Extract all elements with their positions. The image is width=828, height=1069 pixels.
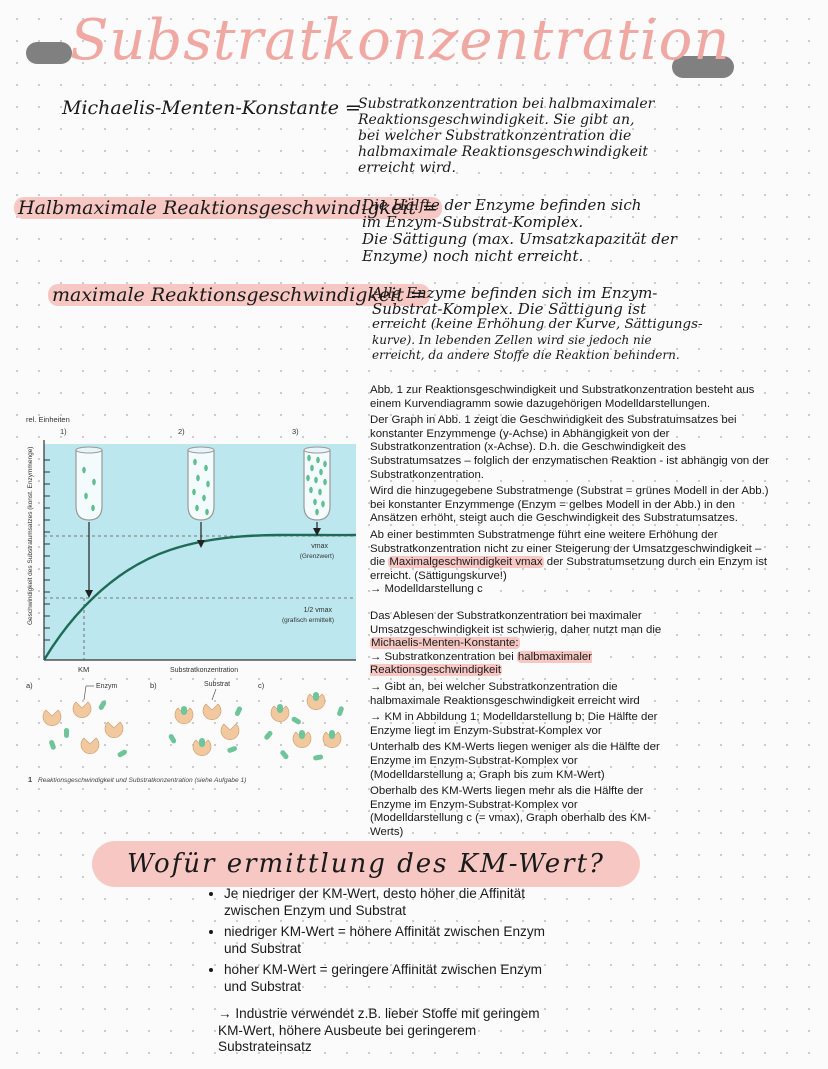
model-label-a: a) bbox=[26, 681, 33, 690]
para-4b: der Substratumsetzung durch ein Enzym ist erreicht. (Sättigungskurve!) bbox=[370, 556, 768, 582]
x-axis-label: Substratkonzentration bbox=[170, 667, 239, 674]
bullet-item: • hoher KM-Wert = geringere Affinität zwischen Enzym und Substrat bbox=[224, 962, 560, 995]
half-vmax-note: (grafisch ermittelt) bbox=[281, 617, 334, 624]
title-pill-left bbox=[26, 42, 72, 64]
definition-halbmaximale bbox=[362, 197, 677, 265]
def-line: erreicht, da andere Stoffe die Reaktion behindern. bbox=[372, 348, 680, 362]
term-michaelis-menten: Michaelis-Menten-Konstante = bbox=[62, 97, 361, 119]
bullet-item: • Je niedriger der KM-Wert, desto höher die Affinität zwischen Enzym und Substrat bbox=[224, 886, 560, 919]
def-line: Die Sättigung (max. Umsatzkapazität der bbox=[362, 230, 677, 248]
explanation-top bbox=[370, 384, 775, 600]
caption-number: 1 bbox=[28, 775, 33, 784]
tube-label-1: 1) bbox=[60, 427, 67, 436]
def-line: im Enzym-Substrat-Komplex. bbox=[362, 213, 584, 231]
para-2: Der Graph in Abb. 1 zeigt die Geschwindigkeit des Substratumsatzes bei konstanter Enzymmenge (y-Achse) in Abhängigkeit von der Substratkonzentration (x-Achse). D.h. die Geschwindigkeit des Substratumsatzes – folglich der enzymatischen Reaktion - ist abhängig von der Substratkonzentration. bbox=[370, 414, 769, 481]
definition-michaelis-menten bbox=[358, 96, 654, 176]
para-4 bbox=[370, 529, 775, 597]
def-line: Alle Enzyme befinden sich im Enzym- bbox=[372, 284, 658, 302]
term-halbmaximale-highlight: Halbmaximale Reaktionsgeschwindigkeit = bbox=[14, 197, 442, 219]
model-label-c: c) bbox=[258, 681, 265, 690]
def-line: Die Hälfte der Enzyme befinden sich bbox=[362, 196, 642, 214]
half-max-highlight: halbmaximaler Reaktionsgeschwindigkeit bbox=[370, 650, 592, 677]
conclusion-text: → Industrie verwendet z.B. lieber Stoffe mit geringem KM-Wert, höhere Ausbeute bei geringerem Substrateinsatz bbox=[218, 1006, 540, 1054]
para-4c: → Modelldarstellung c bbox=[370, 583, 483, 596]
para-5a: Das Ablesen der Substratkonzentration bei maximaler Umsatzgeschwindigkeit ist schwierig, daher nutzt man die bbox=[370, 610, 662, 636]
term-maximale-highlight: maximale Reaktionsgeschwindigkeit = bbox=[48, 284, 430, 306]
para-5b: → Substratkonzentration bei bbox=[370, 650, 514, 663]
vmax-highlight: Maximalgeschwindigkeit vmax bbox=[389, 556, 543, 569]
km-bullets bbox=[210, 886, 560, 1000]
para-5 bbox=[370, 610, 670, 678]
bullet-item: • niedriger KM-Wert = höhere Affinität zwischen Enzym und Substrat bbox=[224, 924, 560, 957]
para-9: Oberhalb des KM-Werts liegen mehr als die Hälfte der Enzyme im Enzym-Substrat-Komplex vor (Modelldarstellung c (= vmax), Graph oberhalb des KM-Werts) bbox=[370, 785, 651, 838]
tube-label-2: 2) bbox=[178, 427, 185, 436]
y-unit-label: rel. Einheiten bbox=[26, 415, 70, 424]
model-label-b: b) bbox=[150, 681, 157, 690]
def-line: Substrat-Komplex. Die Sättigung ist bbox=[372, 299, 647, 318]
def-line: erreicht wird. bbox=[358, 160, 456, 176]
model-a bbox=[43, 700, 128, 758]
vmax-note: (Grenzwert) bbox=[299, 553, 334, 560]
def-line: Reaktionsgeschwindigkeit. Sie gibt an, bbox=[358, 112, 635, 128]
figure-reaction-rate bbox=[20, 410, 360, 790]
para-6: → Gibt an, bei welcher Substratkonzentration die halbmaximale Reaktionsgeschwindigkeit erreicht wird bbox=[370, 680, 640, 707]
figure-svg bbox=[20, 410, 360, 790]
substrat-label: Substrat bbox=[204, 681, 231, 688]
tube-label-3: 3) bbox=[292, 427, 299, 436]
y-axis-label: Geschwindigkeit des Substratumsatzes (konst. Enzymmenge) bbox=[27, 446, 34, 625]
model-b bbox=[168, 704, 243, 756]
km-highlight: Michaelis-Menten-Konstante: bbox=[371, 637, 519, 650]
def-line: kurve). In lebenden Zellen wird sie jedoch nie bbox=[372, 332, 652, 347]
para-8: Unterhalb des KM-Werts liegen weniger als die Hälfte der Enzyme im Enzym-Substrat-Komplex vor (Modelldarstellung a; Graph bis zum KM-Wert) bbox=[370, 741, 660, 781]
def-line: Substratkonzentration bei halbmaximaler bbox=[358, 96, 655, 112]
def-line: halbmaximale Reaktionsgeschwindigkeit bbox=[358, 144, 649, 160]
def-line: bei welcher Substratkonzentration die bbox=[358, 128, 632, 144]
model-c bbox=[263, 692, 344, 761]
half-vmax-label: 1/2 vmax bbox=[303, 607, 332, 614]
def-line: erreicht (keine Erhöhung der Kurve, Sättigungs- bbox=[372, 317, 703, 332]
km-label: KM bbox=[78, 665, 90, 674]
page-title: Substratkonzentration bbox=[70, 8, 731, 73]
para-1: Abb. 1 zur Reaktionsgeschwindigkeit und Substratkonzentration besteht aus einem Kurvendiagramm sowie dazugehörigen Modelldarstellungen. bbox=[370, 384, 755, 410]
vmax-label: vmax bbox=[311, 543, 328, 550]
def-line: Enzyme) noch nicht erreicht. bbox=[362, 247, 584, 265]
enzym-label: Enzym bbox=[96, 683, 118, 690]
question-heading: Wofür ermittlung des KM-Wert? bbox=[92, 841, 640, 887]
para-3: Wird die hinzugegebene Substratmenge (Substrat = grünes Modell in der Abb.) bei konstanter Enzymmenge (Enzym = gelbes Modell in der Abb.) in den Ansätzen erhöht, steigt auch die Geschwindigkeit des Substratumsatzes. bbox=[370, 485, 769, 525]
figure-caption: Reaktionsgeschwindigkeit und Substratkonzentration (siehe Aufgabe 1) bbox=[38, 777, 247, 784]
para-7: → KM in Abbildung 1; Modelldarstellung b; Die Hälfte der Enzyme liegt im Enzym-Substrat-Komplex vor bbox=[370, 711, 658, 737]
para-4a: Ab einer bestimmten Substratmenge führt eine weitere Erhöhung der Substratkonzentration nicht zu einer Steigerung der Umsatzgeschwindigkeit – die bbox=[370, 528, 762, 569]
explanation-bottom bbox=[370, 610, 670, 843]
definition-maximale bbox=[372, 286, 703, 364]
